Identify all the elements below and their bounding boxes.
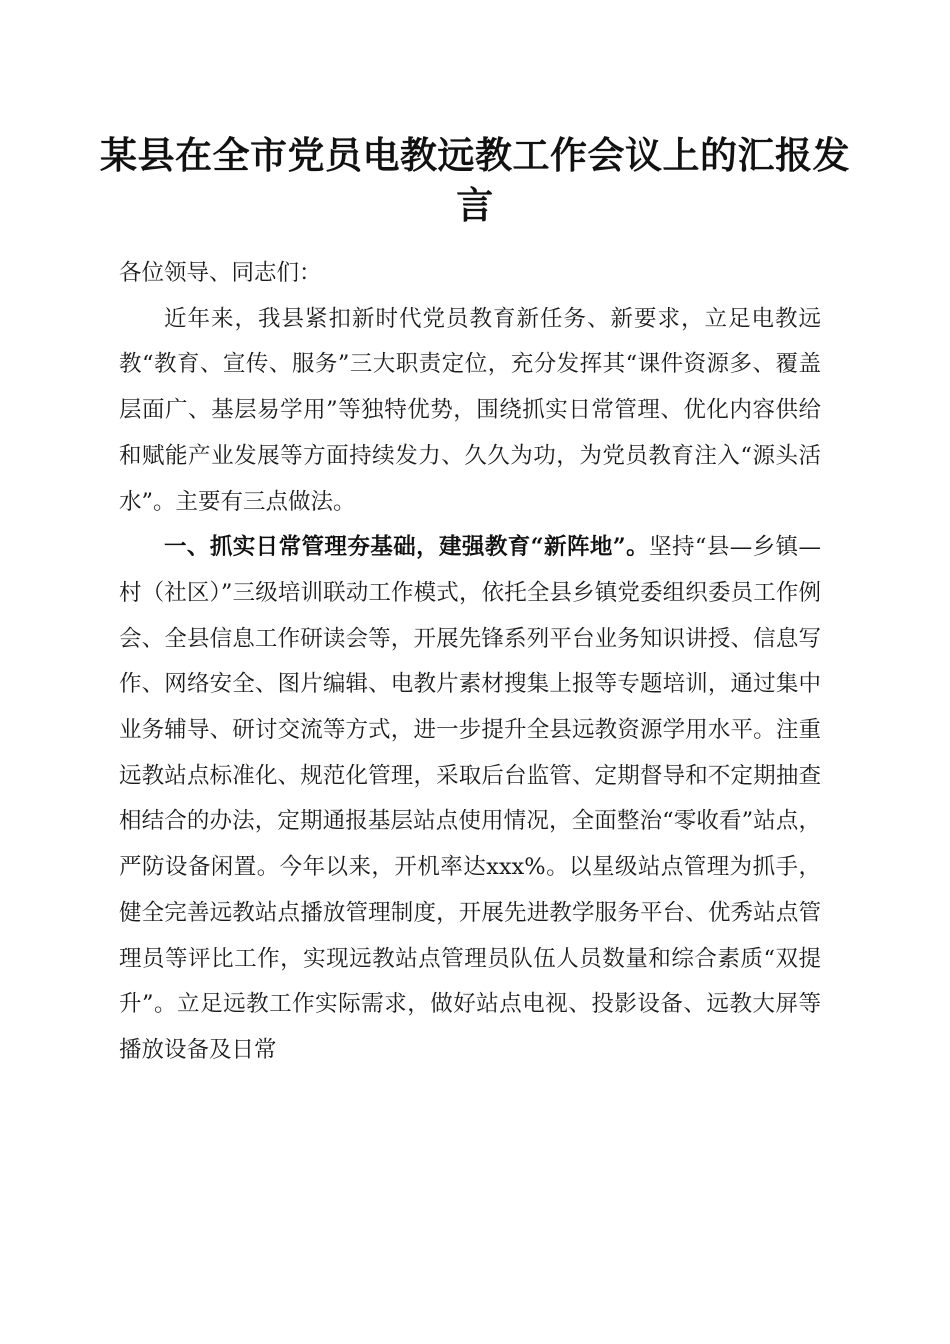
document-title: 某县在全市党员电教远教工作会议上的汇报发言 <box>100 133 850 227</box>
section-1-body: 坚持“县—乡镇—村（社区）”三级培训联动工作模式，依托全县乡镇党委组织委员工作例会、全县信息工作研读会等，开展先锋系列平台业务知识讲授、信息写作、网络安全、图片编辑、电教片素材搜集上报等专题培训，通过集中业务辅导、研讨交流等方式，进一步提升全县远教资源学用水平。注重远教站点标准化、规范化管理，采取后台监管、定期督导和不定期抽查相结合的办法，定期通报基层站点使用情况，全面整治“零收看”站点，严防设备闲置。今年以来，开机率达xxx%。以星级站点管理为抓手，健全完善远教站点播放管理制度，开展先进教学服务平台、优秀站点管理员等评比工作，实现远教站点管理员队伍人员数量和综合素质“双提升”。立足远教工作实际需求，做好站点电视、投影设备、远教大屏等播放设备及日常 <box>119 534 821 1063</box>
section-1-paragraph <box>119 525 821 1073</box>
intro-paragraph: 近年来，我县紧扣新时代党员教育新任务、新要求，立足电教远教“教育、宣传、服务”三大职责定位，充分发挥其“课件资源多、覆盖层面广、基层易学用”等独特优势，围绕抓实日常管理、优化内容供给和赋能产业发展等方面持续发力、久久为功，为党员教育注入“源头活水”。主要有三点做法。 <box>119 305 821 515</box>
document-body <box>119 251 821 1074</box>
section-1-heading: 一、抓实日常管理夯基础，建强教育“新阵地”。 <box>164 534 650 561</box>
salutation: 各位领导、同志们： <box>119 260 322 286</box>
